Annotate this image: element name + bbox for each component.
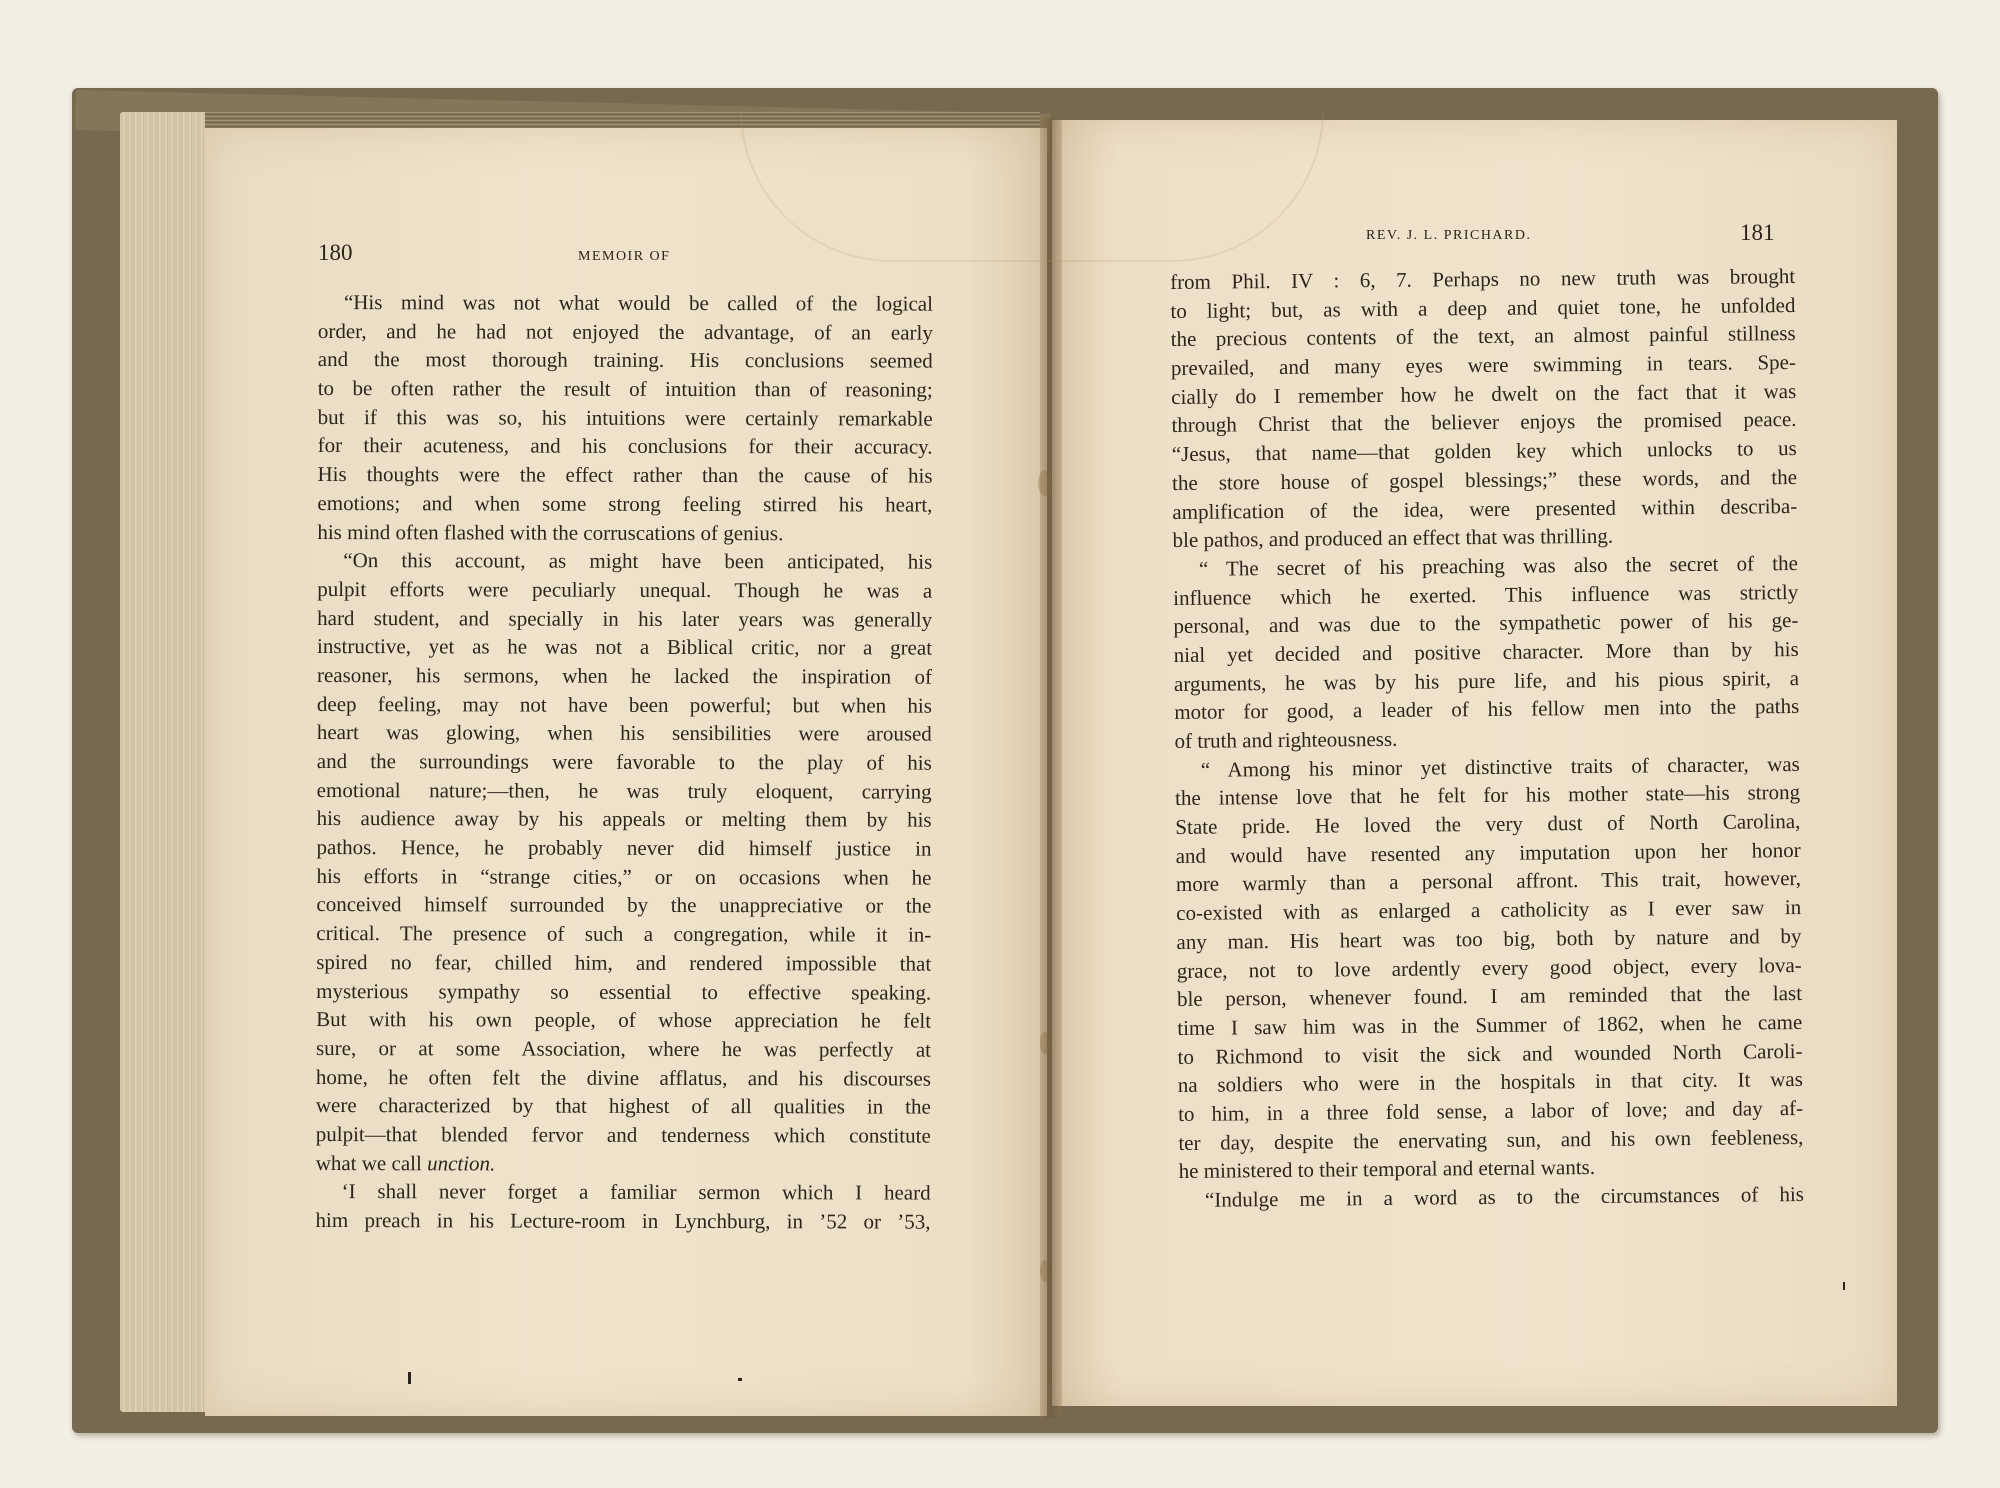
text-line: to him, in a three fold sense, a labor of love; and day af- <box>1178 1095 1804 1126</box>
text-line: and the surroundings were favorable to the play of his <box>316 748 932 775</box>
text-line <box>316 1149 931 1179</box>
ink-speck <box>1843 1282 1845 1290</box>
text-line: order, and he had not enjoyed the advantage, of an early <box>317 318 933 345</box>
text-line: to Richmond to visit the sick and wounded North Caroli- <box>1177 1038 1803 1069</box>
book-gutter <box>1040 118 1062 1418</box>
text-line: the store house of gospel blessings;” these words, and the <box>1171 464 1798 495</box>
text-line: were characterized by that highest of all qualities in the <box>315 1093 931 1119</box>
text-line: ble pathos, and produced an effect that was thrilling. <box>1172 523 1614 553</box>
binding-thread <box>1040 1260 1050 1282</box>
text-line: emotional nature;—then, he was truly eloquent, carrying <box>316 777 932 804</box>
text-line: from Phil. IV : 6, 7. Perhaps no new truth was brought <box>1170 264 1796 294</box>
text-line: spired no fear, chilled him, and rendered impossible that <box>316 949 932 976</box>
text-line: personal, and was due to the sympathetic power of his ge- <box>1173 608 1799 639</box>
text-line: instructive, yet as he was not a Biblical critic, nor a great <box>317 634 933 660</box>
text-line: emotions; and when some strong feeling stirred his heart, <box>317 490 933 517</box>
text-line: conceived himself surrounded by the unappreciative or the <box>316 892 932 919</box>
text-line: heart was glowing, when his sensibilities were aroused <box>316 720 932 746</box>
text-line: time I saw him was in the Summer of 1862, when he came <box>1177 1009 1803 1040</box>
text-line: critical. The presence of such a congregation, while it in- <box>316 921 932 947</box>
ink-speck <box>738 1378 742 1381</box>
text-line: grace, not to love ardently every good object, every lova- <box>1176 952 1802 983</box>
text-line: “ The secret of his preaching was also the secret of the <box>1198 550 1798 581</box>
page-stain <box>740 110 1324 262</box>
text-line: hard student, and specially in his later years was generally <box>317 605 933 632</box>
text-line: State pride. He loved the very dust of North Carolina, <box>1175 809 1801 840</box>
text-line: him preach in his Lecture-room in Lynchburg, in ’52 or ’53, <box>315 1207 931 1234</box>
text-line: his mind often flashed with the corruscations of genius. <box>317 519 784 545</box>
right-page-number: 181 <box>1740 220 1775 245</box>
text-line: to light; but, as with a deep and quiet tone, he unfolded <box>1170 292 1796 323</box>
text-line: pathos. Hence, he probably never did himself justice in <box>316 835 932 861</box>
text-line: deep feeling, may not have been powerful; but when his <box>316 691 932 718</box>
text-line: any man. His heart was too big, both by nature and by <box>1176 923 1802 954</box>
text-line: of truth and righteousness. <box>1174 726 1398 753</box>
text-line: ble person, whenever found. I am reminded that the last <box>1176 981 1803 1012</box>
binding-thread <box>1038 470 1052 496</box>
text-line: the precious contents of the text, an almost painful stillness <box>1170 321 1796 352</box>
text-line: nial yet decided and positive character. More than by his <box>1173 636 1799 667</box>
text-line: mysterious sympathy so essential to effective speaking. <box>316 978 932 1005</box>
text-line: “On this account, as might have been anticipated, his <box>343 548 933 574</box>
text-line: through Christ that the believer enjoys the promised peace. <box>1171 407 1797 438</box>
text-line: but if this was so, his intuitions were certainly remarkable <box>317 404 933 431</box>
text-line: more warmly than a personal affront. This trait, however, <box>1175 866 1802 897</box>
text-line-start: what we call <box>315 1150 428 1175</box>
text-line: and the most thorough training. His conclusions seemed <box>317 347 933 373</box>
text-line: motor for good, a leader of his fellow men into the paths <box>1174 694 1800 725</box>
text-line: to be often rather the result of intuition than of reasoning; <box>317 376 933 402</box>
text-line: “ Among his minor yet distinctive traits of character, was <box>1200 751 1800 782</box>
text-line: ‘I shall never forget a familiar sermon which I heard <box>341 1179 931 1205</box>
text-line: amplification of the idea, were presented within describa- <box>1172 493 1798 524</box>
text-line: “His mind was not what would be called of the logical <box>343 290 933 316</box>
text-line: ter day, despite the enervating sun, and his own feebleness, <box>1178 1124 1804 1155</box>
text-line: reasoner, his sermons, when he lacked the inspiration of <box>316 662 933 689</box>
ink-speck <box>408 1372 411 1384</box>
text-line: But with his own people, of whose appreciation he felt <box>316 1007 932 1033</box>
text-line: pulpit—that blended fervor and tenderness which constitute <box>315 1121 931 1148</box>
text-line: His thoughts were the effect rather than the cause of his <box>317 462 933 488</box>
text-line: influence which he exerted. This influence was strictly <box>1173 579 1799 610</box>
text-line: sure, or at some Association, where he was perfectly at <box>315 1035 932 1062</box>
left-running-head: MEMOIR OF <box>578 249 671 264</box>
text-line: cially do I remember how he dwelt on the fact that it was <box>1171 378 1797 409</box>
text-line: the intense love that he felt for his mother state—his strong <box>1174 780 1801 811</box>
binding-thread <box>1040 1032 1050 1054</box>
right-running-head: REV. J. L. PRICHARD. <box>1366 228 1532 243</box>
text-line: home, he often felt the divine afflatus, and his discourses <box>315 1064 931 1091</box>
text-line: co-existed with as enlarged a catholicity as I ever saw in <box>1176 895 1802 926</box>
text-line: his efforts in “strange cities,” or on occasions when he <box>316 863 932 890</box>
text-line: and would have resented any imputation upon her honor <box>1175 837 1801 868</box>
text-line: arguments, he was by his pure life, and his pious spirit, a <box>1173 665 1800 696</box>
text-line: prevailed, and many eyes were swimming in tears. Spe- <box>1170 350 1797 381</box>
right-page-text <box>1170 262 1804 1215</box>
left-page-text <box>316 288 933 1236</box>
text-line: for their acuteness, and his conclusions for their accuracy. <box>317 433 933 460</box>
text-line: pulpit efforts were peculiarly unequal. Though he was a <box>317 576 933 603</box>
text-line: na soldiers who were in the hospitals in that city. It was <box>1177 1067 1803 1098</box>
text-line: he ministered to their temporal and eternal wants. <box>1178 1155 1596 1184</box>
text-line: “Indulge me in a word as to the circumstances of his <box>1204 1181 1805 1212</box>
text-line: his audience away by his appeals or melting them by his <box>316 806 932 832</box>
italic-word: unction. <box>427 1150 496 1176</box>
left-page-number: 180 <box>318 240 353 265</box>
text-line: “Jesus, that name—that golden key which unlocks to us <box>1171 436 1797 467</box>
